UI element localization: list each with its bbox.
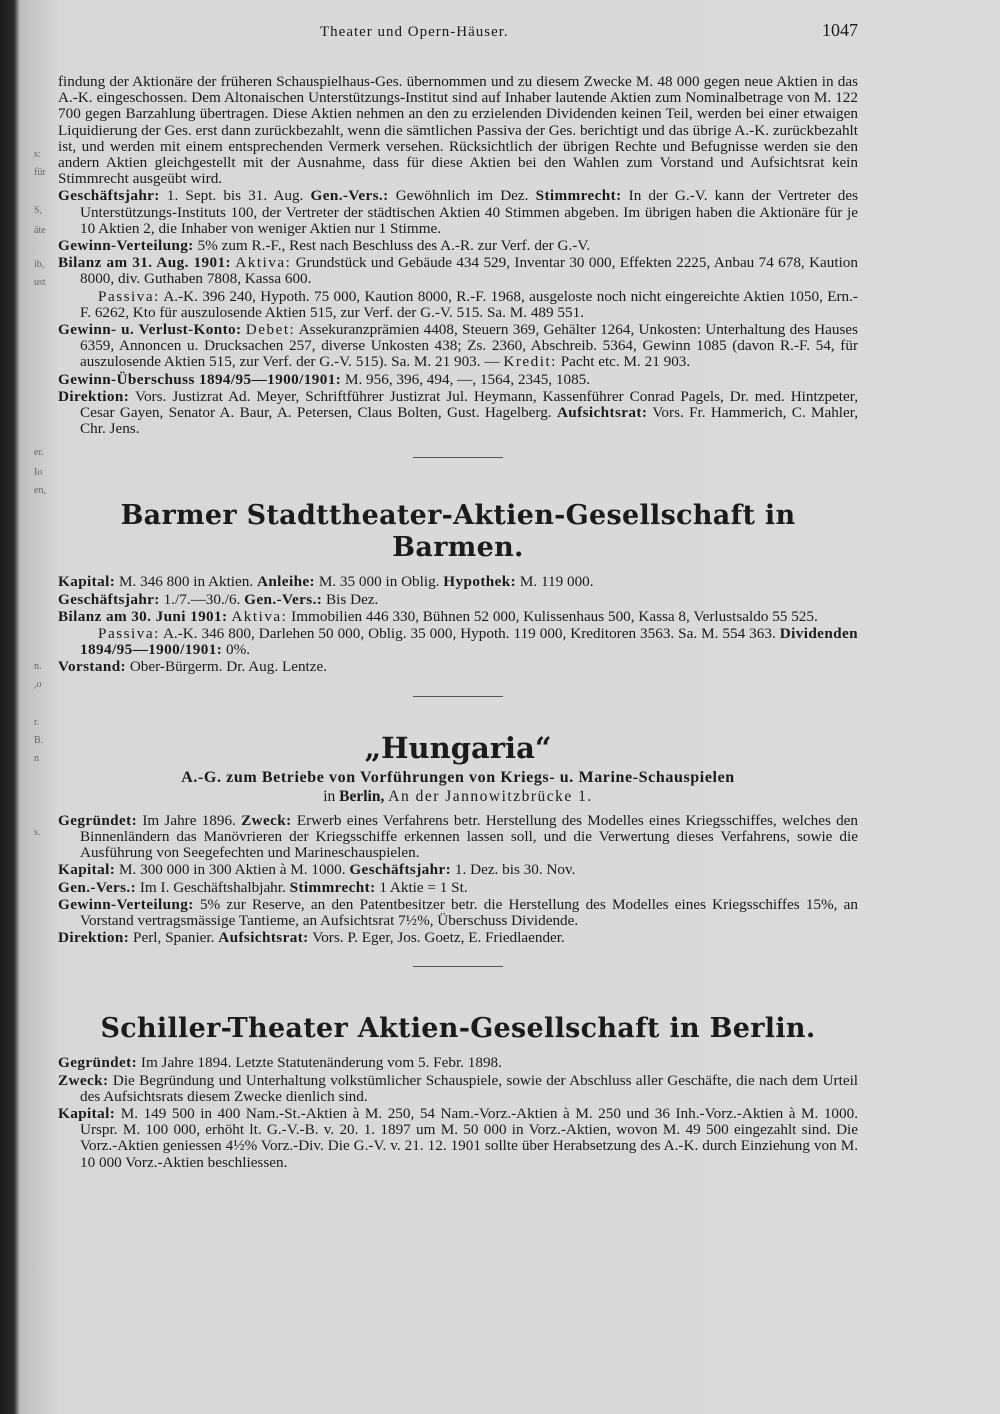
margin-fragment: Io [34, 467, 43, 478]
entry-direktion: Direktion: Perl, Spanier. Aufsichtsrat: Vors. P. Eger, Jos. Goetz, E. Friedlaender. [58, 929, 565, 947]
margin-fragment: für [34, 167, 46, 178]
entry-passiva: Passiva: A.-K. 346 800, Darlehen 50 000, Oblig. 35 000, Hypoth. 119 000, Kreditoren 3563. Sa. M. 554 363. Dividenden 1894/95—1900/1901: 0%. [80, 625, 859, 659]
entry-bilanz: Bilanz am 30. Juni 1901: Aktiva: Immobilien 446 330, Bühnen 52 000, Kulissenhaus 500, Kassa 8, Verlustsaldo 55 525. [58, 607, 818, 625]
section-schiller-theater [58, 1013, 858, 1170]
section-location: in Berlin, An der Jannowitzbrücke 1. [323, 787, 593, 805]
label: Stimmrecht: [535, 187, 622, 205]
page-number: 1047 [822, 20, 858, 40]
page-content [58, 22, 858, 1172]
margin-fragment: s. [34, 827, 41, 838]
entry-gewinn-verteilung: Gewinn-Verteilung: 5% zum R.-F., Rest nach Beschluss des A.-R. zur Verf. der G.-V. [58, 237, 591, 255]
section-hungaria [58, 731, 858, 968]
margin-fragment: s: [34, 149, 41, 160]
section-title: „Hungaria“ [364, 730, 552, 765]
entry-geschaeftsjahr: Geschäftsjahr: 1./7.—30./6. Gen.-Vers.: Bis Dez. [58, 590, 379, 608]
margin-fragment: ,o [34, 679, 42, 690]
entry-gewinn-verlust-konto: Gewinn- u. Verlust-Konto: Debet: Assekuranzprämien 4408, Steuern 369, Gehälter 1264, Unkosten: Unterhaltung des Hauses 6359, Annoncen u. Drucksachen 257, diverse Unkosten 438; Zs. 2360, Abschreib. 5364, Gewinn 1085 (davon R.-F. 54, für auszulosende Aktien 515, zur Verf. der G.-V. 515). Sa. M. 21 903. — Kredit: Pacht etc. M. 21 903. [58, 321, 859, 371]
label: Gen.-Vers.: [310, 187, 389, 205]
margin-fragment: n [34, 753, 39, 764]
section-barmer [58, 500, 858, 696]
margin-fragment: S, [34, 205, 43, 216]
entry-kapital: Kapital: M. 300 000 in 300 Aktien à M. 1000. Geschäftsjahr: 1. Dez. bis 30. Nov. [58, 861, 576, 879]
divider [413, 457, 503, 458]
label: Geschäftsjahr: [58, 187, 160, 205]
margin-fragment: en, [34, 485, 46, 496]
entry-gewinn-ueberschuss: Gewinn-Überschuss 1894/95—1900/1901: M. 956, 396, 494, —, 1564, 2345, 1085. [58, 370, 591, 388]
entry-gegruendet: Gegründet: Im Jahre 1894. Letzte Statutenänderung vom 5. Febr. 1898. [58, 1054, 502, 1072]
section-title: Barmer Stadttheater-Aktien-Gesellschaft in Barmen. [120, 500, 796, 564]
entry-gegruendet: Gegründet: Im Jahre 1896. Zweck: Erwerb eines Verfahrens betr. Herstellung des Modelles eines Kriegsschiffes, welches den Binnenländern das Manövrieren der Kriegsschiffe erkennen lassen soll, und die Verwertung dieses Verfahrens, sowie die Ausführung von Seegefechten und Marineschauspielen. [58, 811, 859, 862]
entry-passiva: Passiva: A.-K. 396 240, Hypoth. 75 000, Kaution 8000, R.-F. 1968, ausgeloste noch nicht eingereichte Aktien 1050, Ern.-F. 6262, Kto für auszulosende Aktien 515, zur Verf. der G.-V. 515. Sa. M. 489 551. [80, 287, 858, 321]
left-margin-fragments [0, 0, 58, 1414]
section-subtitle: A.-G. zum Betriebe von Vorführungen von Kriegs- u. Marine-Schauspielen [181, 768, 735, 786]
entry-vorstand: Vorstand: Ober-Bürgerm. Dr. Aug. Lentze. [58, 658, 328, 676]
section-altona-continuation [58, 74, 858, 458]
entry-bilanz: Bilanz am 31. Aug. 1901: Aktiva: Grundstück und Gebäude 434 529, Inventar 30 000, Effekten 2225, Anbau 74 678, Kaution 8000, div. Guthaben 7808, Kassa 600. [58, 254, 858, 288]
margin-fragment: ust [34, 277, 46, 288]
section-title: Schiller-Theater Aktien-Gesellschaft in Berlin. [100, 1013, 816, 1045]
divider [413, 696, 503, 697]
margin-fragment: er. [34, 447, 44, 458]
running-header [58, 22, 858, 44]
entry-gewinn-verteilung: Gewinn-Verteilung: 5% zur Reserve, an den Patentbesitzer betr. die Herstellung des Modelles eines Kriegsschiffes 15%, an Vorstand vertragsmässige Tantieme, an Aufsichtsrat 7½%, Überschuss Dividende. [58, 895, 859, 929]
entry-direktion: Direktion: Vors. Justizrat Ad. Meyer, Schriftführer Justizrat Jul. Heymann, Kassenführer Conrad Pagels, Dr. med. Hintzpeter, Cesar Gayen, Senator A. Baur, A. Petersen, Claus Bolten, Gust. Hagelberg. Aufsichtsrat: Vors. Fr. Hammerich, C. Mahler, Chr. Jens. [58, 387, 859, 438]
entry-geschaeftsjahr: Geschäftsjahr: 1. Sept. bis 31. Aug. Gen.-Vers.: Gewöhnlich im Dez. Stimmrecht: In der G.-V. kann der Vertreter des Unterstützungs-Instituts 100, der Vertreter der städtischen Aktien 40 Stimmen abgeben. Im übrigen haben die Aktionäre für je 10 Aktien 2, die Inhaber von weniger Aktien nur 1 Stimme. [58, 187, 859, 237]
margin-fragment: ib, [34, 259, 45, 270]
header-title: Theater und Opern-Häuser. [320, 24, 509, 40]
paragraph-founding: findung der Aktionäre der früheren Schauspielhaus-Ges. übernommen und zu diesem Zwecke M. 48 000 gegen neue Aktien in das A.-K. eingeschossen. Dem Altonaischen Unterstützungs-Institut sind auf Inhaber lautende Aktien zum Nominalbetrage von M. 122 700 gegen Barzahlung übertragen. Diese Aktien nehmen an den zu erzielenden Dividenden keinen Teil, werden bei einer etwaigen Liquidierung der Ges. erst dann zurückbezahlt, wenn die sämtlichen Passiva der Ges. berichtigt und das übrige A.-K. zurückbezahlt ist, und werden mit einem entsprechenden Vermerk versehen. Rücksichtlich der übrigen Rechte und Befugnisse werden sie den andern Aktien gleichgestellt mit der Ausnahme, dass für diese Aktien bei den Wahlen zum Vorstand und Aufsichtsrat kein Stimmrecht ausgeübt wird. [58, 73, 858, 188]
entry-zweck: Zweck: Die Begründung und Unterhaltung volkstümlicher Schauspiele, sowie der Abschluss aller Geschäfte, die nach dem Urteil des Aufsichtsrats diesem Zwecke dienlich sind. [58, 1071, 859, 1105]
margin-fragment: B. [34, 735, 44, 746]
entry-genvers: Gen.-Vers.: Im I. Geschäftshalbjahr. Stimmrecht: 1 Aktie = 1 St. [58, 878, 468, 896]
margin-fragment: r. [34, 717, 40, 728]
entry-kapital: Kapital: M. 149 500 in 400 Nam.-St.-Aktien à M. 250, 54 Nam.-Vorz.-Aktien à M. 250 und 36 Inh.-Vorz.-Aktien à M. 1000. Urspr. M. 100 000, erhöht lt. G.-V.-B. v. 20. 1. 1897 um M. 50 000 in Vorz.-Aktien, wovon M. 49 500 eingezahlt sind. Die Vorz.-Aktien geniessen 4½% Vorz.-Div. Die G.-V. v. 21. 12. 1901 sollte über Herabsetzung des A.-K. durch Einziehung von M. 10 000 Vorz.-Aktien beschliessen. [58, 1104, 858, 1171]
margin-fragment: äte [34, 225, 46, 236]
margin-fragment: n. [34, 661, 42, 672]
entry-kapital: Kapital: M. 346 800 in Aktien. Anleihe: M. 35 000 in Oblig. Hypothek: M. 119 000. [58, 573, 594, 591]
divider [413, 966, 503, 967]
